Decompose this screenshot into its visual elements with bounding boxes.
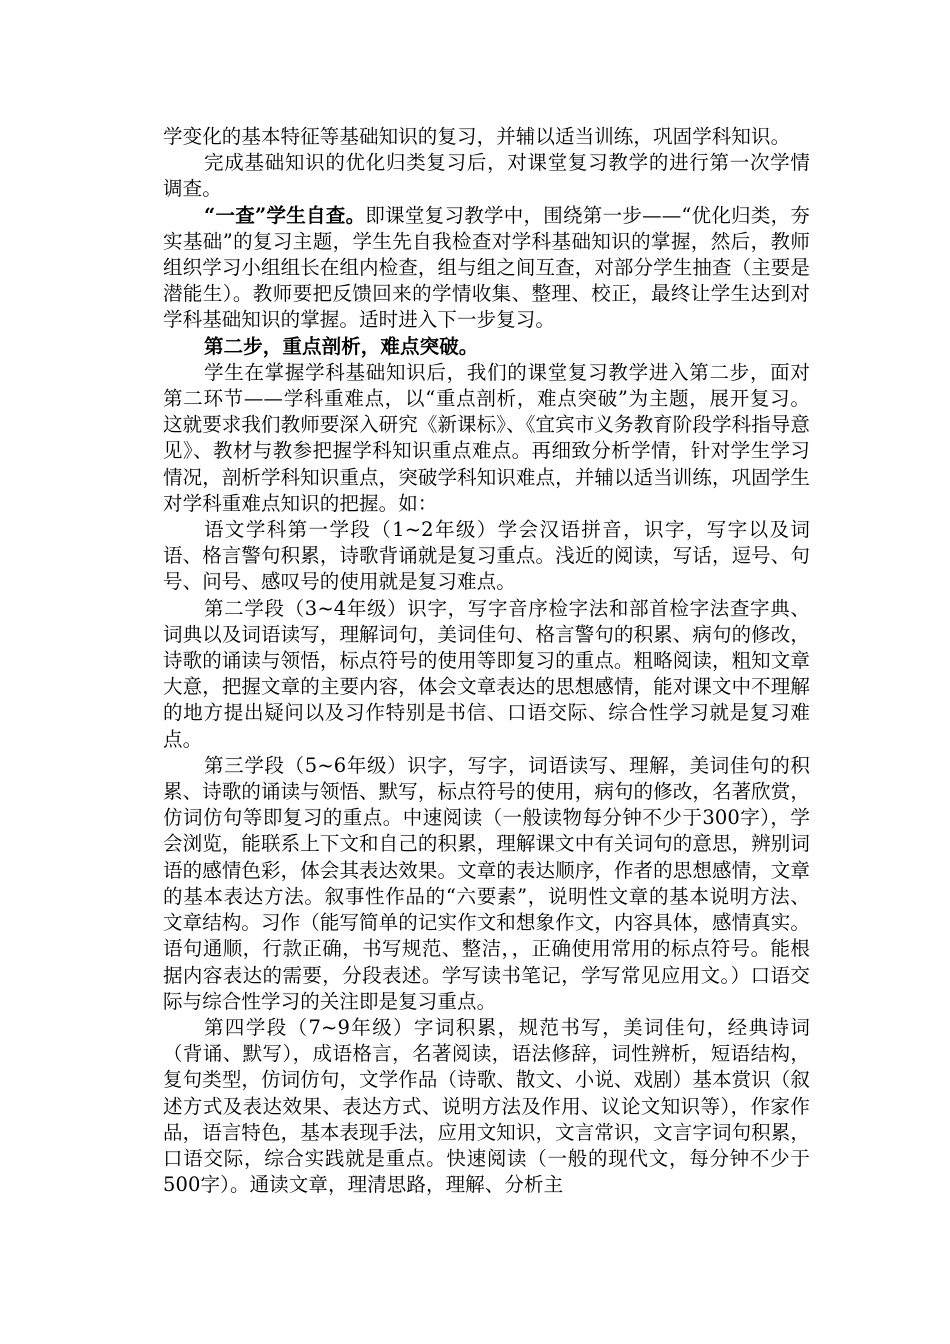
paragraph-7 bbox=[163, 596, 810, 753]
paragraph-3-heading: “一查”学生自查。 bbox=[204, 203, 366, 227]
paragraph-3 bbox=[163, 203, 810, 334]
paragraph-3-text: 即课堂复习教学中，围绕第一步——“优化归类，夯实基础”的复习主题，学生先自我检查对学科基础知识的掌握，然后，教师组织学习小组组长在组内检查，组与组之间互查，对部分学生抽查（主要是潜能生）。教师要把反馈回来的学情收集、整理、校正，最终让学生达到对学科基础知识的掌握。适时进入下一步复习。 bbox=[163, 203, 810, 332]
paragraph-1-text: 学变化的基本特征等基础知识的复习，并辅以适当训练，巩固学科知识。 bbox=[163, 125, 791, 148]
paragraph-2-text: 完成基础知识的优化归类复习后，对课堂复习教学的进行第一次学情调查。 bbox=[163, 151, 810, 201]
paragraph-8-text: 第三学段（5~6年级）识字，写字，词语读写、理解，美词佳句的积累、诗歌的诵读与领悟、默写，标点符号的使用，病句的修改，名著欣赏，仿词仿句等即复习的重点。中速阅读（一般读物每分钟不少于300字），学会浏览，能联系上下文和自己的积累，理解课文中有关词句的意思，辨别词语的感情色彩，体会其表达效果。文章的表达顺序，作者的思想感情，文章的基本表达方法。叙事性作品的“六要素”，说明性文章的基本说明方法、文章结构。习作（能写简单的记实作文和想象作文，内容具体，感情真实。语句通顺，行款正确，书写规范、整洁，，正确使用常用的标点符号。能根据内容表达的需要，分段表述。学写读书笔记，学写常见应用文。）口语交际与综合性学习的关注即是复习重点。 bbox=[163, 753, 810, 1013]
document-page bbox=[163, 124, 810, 1198]
paragraph-5 bbox=[163, 360, 810, 517]
paragraph-6-text: 语文学科第一学段（1~2年级）学会汉语拼音，识字，写字以及词语、格言警句积累，诗歌背诵就是复习重点。浅近的阅读，写话，逗号、句号、问号、感叹号的使用就是复习难点。 bbox=[163, 518, 810, 594]
section-heading-step-two bbox=[163, 334, 810, 360]
section-heading-text: 第二步，重点剖析，难点突破。 bbox=[204, 334, 479, 358]
paragraph-8 bbox=[163, 753, 810, 1015]
paragraph-9-text: 第四学段（7~9年级）字词积累，规范书写，美词佳句，经典诗词（背诵、默写），成语格言，名著阅读，语法修辞，词性辨析，短语结构，复句类型，仿词仿句，文学作品（诗歌、散文、小说、戏剧）基本赏识（叙述方式及表达效果、表达方式、说明方法及作用、议论文知识等），作家作品，语言特色，基本表现手法，应用文知识，文言常识，文言字词句积累，口语交际，综合实践就是重点。快速阅读（一般的现代文，每分钟不少于500字）。通读文章，理清思路，理解、分析主 bbox=[163, 1015, 810, 1197]
paragraph-6 bbox=[163, 517, 810, 596]
paragraph-7-text: 第二学段（3~4年级）识字，写字音序检字法和部首检字法查字典、词典以及词语读写，理解词句，美词佳句、格言警句的积累、病句的修改，诗歌的诵读与领悟，标点符号的使用等即复习的重点。粗略阅读，粗知文章大意，把握文章的主要内容，体会文章表达的思想感情，能对课文中不理解的地方提出疑问以及习作特别是书信、口语交际、综合性学习就是复习难点。 bbox=[163, 596, 810, 751]
paragraph-1 bbox=[163, 124, 810, 150]
paragraph-5-text: 学生在掌握学科基础知识后，我们的课堂复习教学进入第二步，面对第二环节——学科重难点，以“重点剖析，难点突破”为主题，展开复习。这就要求我们教师要深入研究《新课标》、《宜宾市义务教育阶段学科指导意见》、教材与教参把握学科知识重点难点。再细致分析学情，针对学生学习情况，剖析学科知识重点，突破学科知识难点，并辅以适当训练，巩固学生对学科重难点知识的把握。如： bbox=[163, 360, 810, 515]
paragraph-2 bbox=[163, 150, 810, 202]
paragraph-9 bbox=[163, 1015, 810, 1198]
